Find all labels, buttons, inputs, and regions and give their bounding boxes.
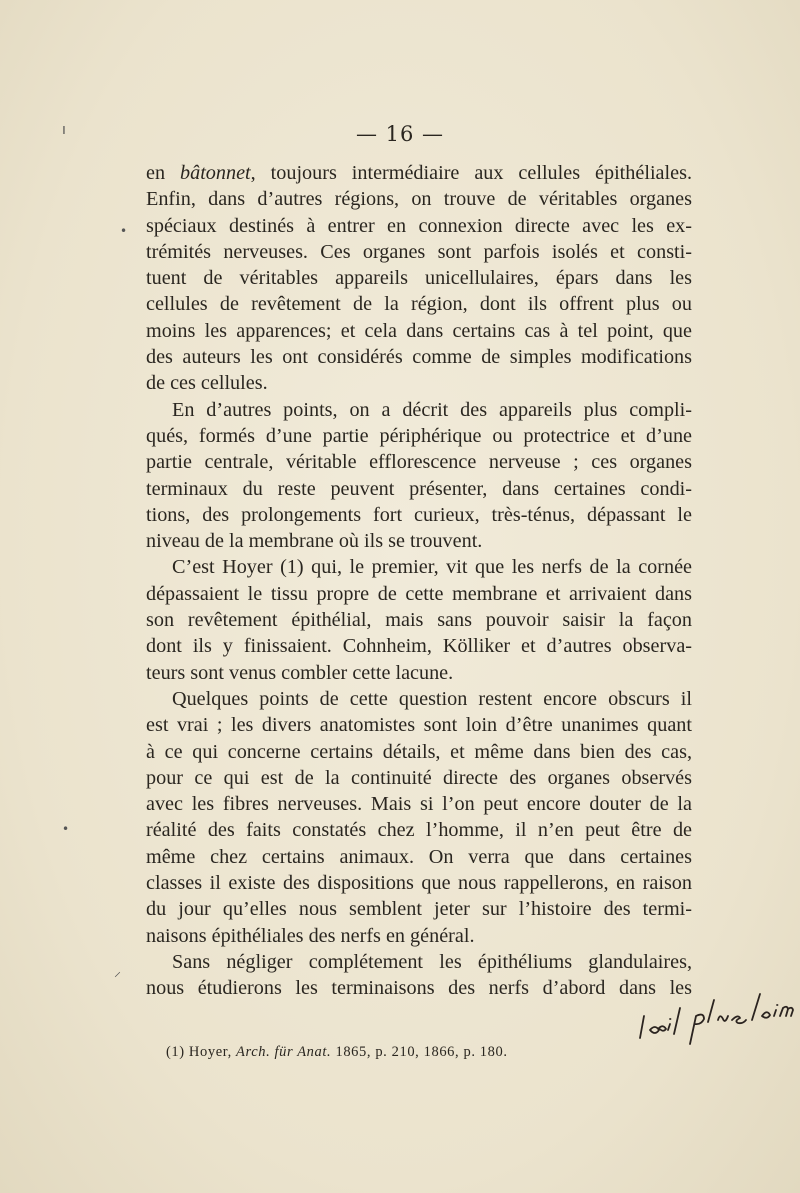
text-line: en bâtonnet, toujours intermédiaire aux cellules épithéliales. <box>146 162 692 184</box>
body-text <box>146 160 692 1002</box>
text-line: de ces cellules. <box>146 372 268 395</box>
page-number: — 16 — <box>355 122 445 146</box>
text-line: classes il existe des dispositions que nous rappellerons, en raison <box>146 872 692 895</box>
text-line: naisons épithéliales des nerfs en général. <box>146 924 475 947</box>
text-line: pour ce qui est de la continuité directe des organes observés <box>146 766 692 789</box>
text-line: dont ils y finissaient. Cohnheim, Kölliker et d’autres observa- <box>146 635 692 658</box>
text-line: tuent de véritables appareils unicellulaires, épars dans les <box>146 267 692 290</box>
text-line: Enfin, dans d’autres régions, on trouve de véritables organes <box>146 188 692 211</box>
text-line: terminaux du reste peuvent présenter, dans certaines condi- <box>146 477 692 500</box>
text-line: spéciaux destinés à entrer en connexion directe avec les ex- <box>146 214 692 237</box>
text-line: dépassaient le tissu propre de cette membrane et arrivaient dans <box>146 582 692 605</box>
text-line: partie centrale, véritable efflorescence nerveuse ; ces organes <box>146 451 692 474</box>
text-line: nous étudierons les terminaisons des nerfs d’abord dans les <box>146 977 692 1000</box>
margin-mark: • <box>62 822 70 836</box>
text-line: qués, formés d’une partie périphérique ou protectrice et d’une <box>146 424 692 447</box>
text-line: tions, des prolongements fort curieux, très-ténus, dépassant le <box>146 503 692 526</box>
text-line: des auteurs les ont considérés comme de simples modifications <box>146 346 692 369</box>
footnote: (1) Hoyer, Arch. für Anat. 1865, p. 210, 1866, p. 180. <box>166 1044 508 1060</box>
text-line: C’est Hoyer (1) qui, le premier, vit que les nerfs de la cornée <box>172 556 692 579</box>
text-line: du jour qu’elles nous semblent jeter sur l’histoire des termi- <box>146 898 692 921</box>
text-line: moins les apparences; et cela dans certains cas à tel point, que <box>146 319 692 342</box>
margin-mark: ⸝ <box>114 964 121 980</box>
text-line: à ce qui concerne certains détails, et même dans bien des cas, <box>146 740 692 763</box>
text-line: niveau de la membrane où ils se trouvent. <box>146 530 483 553</box>
text-line: même chez certains animaux. On verra que dans certaines <box>146 845 692 868</box>
text-line: son revêtement épithélial, mais sans pouvoir saisir la façon <box>146 609 692 632</box>
text-line: En d’autres points, on a décrit des appareils plus compli- <box>172 398 692 421</box>
margin-mark: • <box>120 224 128 238</box>
margin-mark: ı <box>62 122 66 138</box>
italic-term: bâtonnet <box>180 162 251 184</box>
text-line: est vrai ; les divers anatomistes sont loin d’être unanimes quant <box>146 714 692 737</box>
text-line: réalité des faits constatés chez l’homme, il n’en peut être de <box>146 819 692 842</box>
text-line: Sans négliger complétement les épithéliums glandulaires, <box>172 950 692 973</box>
text-line: Quelques points de cette question restent encore obscurs il <box>172 687 692 710</box>
footnote-journal: Arch. für Anat. <box>236 1044 332 1060</box>
text-line: cellules de revêtement de la région, dont ils offrent plus ou <box>146 293 692 316</box>
text-line: teurs sont venus combler cette lacune. <box>146 661 454 684</box>
text-line: avec les fibres nerveuses. Mais si l’on peut encore douter de la <box>146 793 692 816</box>
text-line: trémités nerveuses. Ces organes sont parfois isolés et consti- <box>146 240 692 263</box>
